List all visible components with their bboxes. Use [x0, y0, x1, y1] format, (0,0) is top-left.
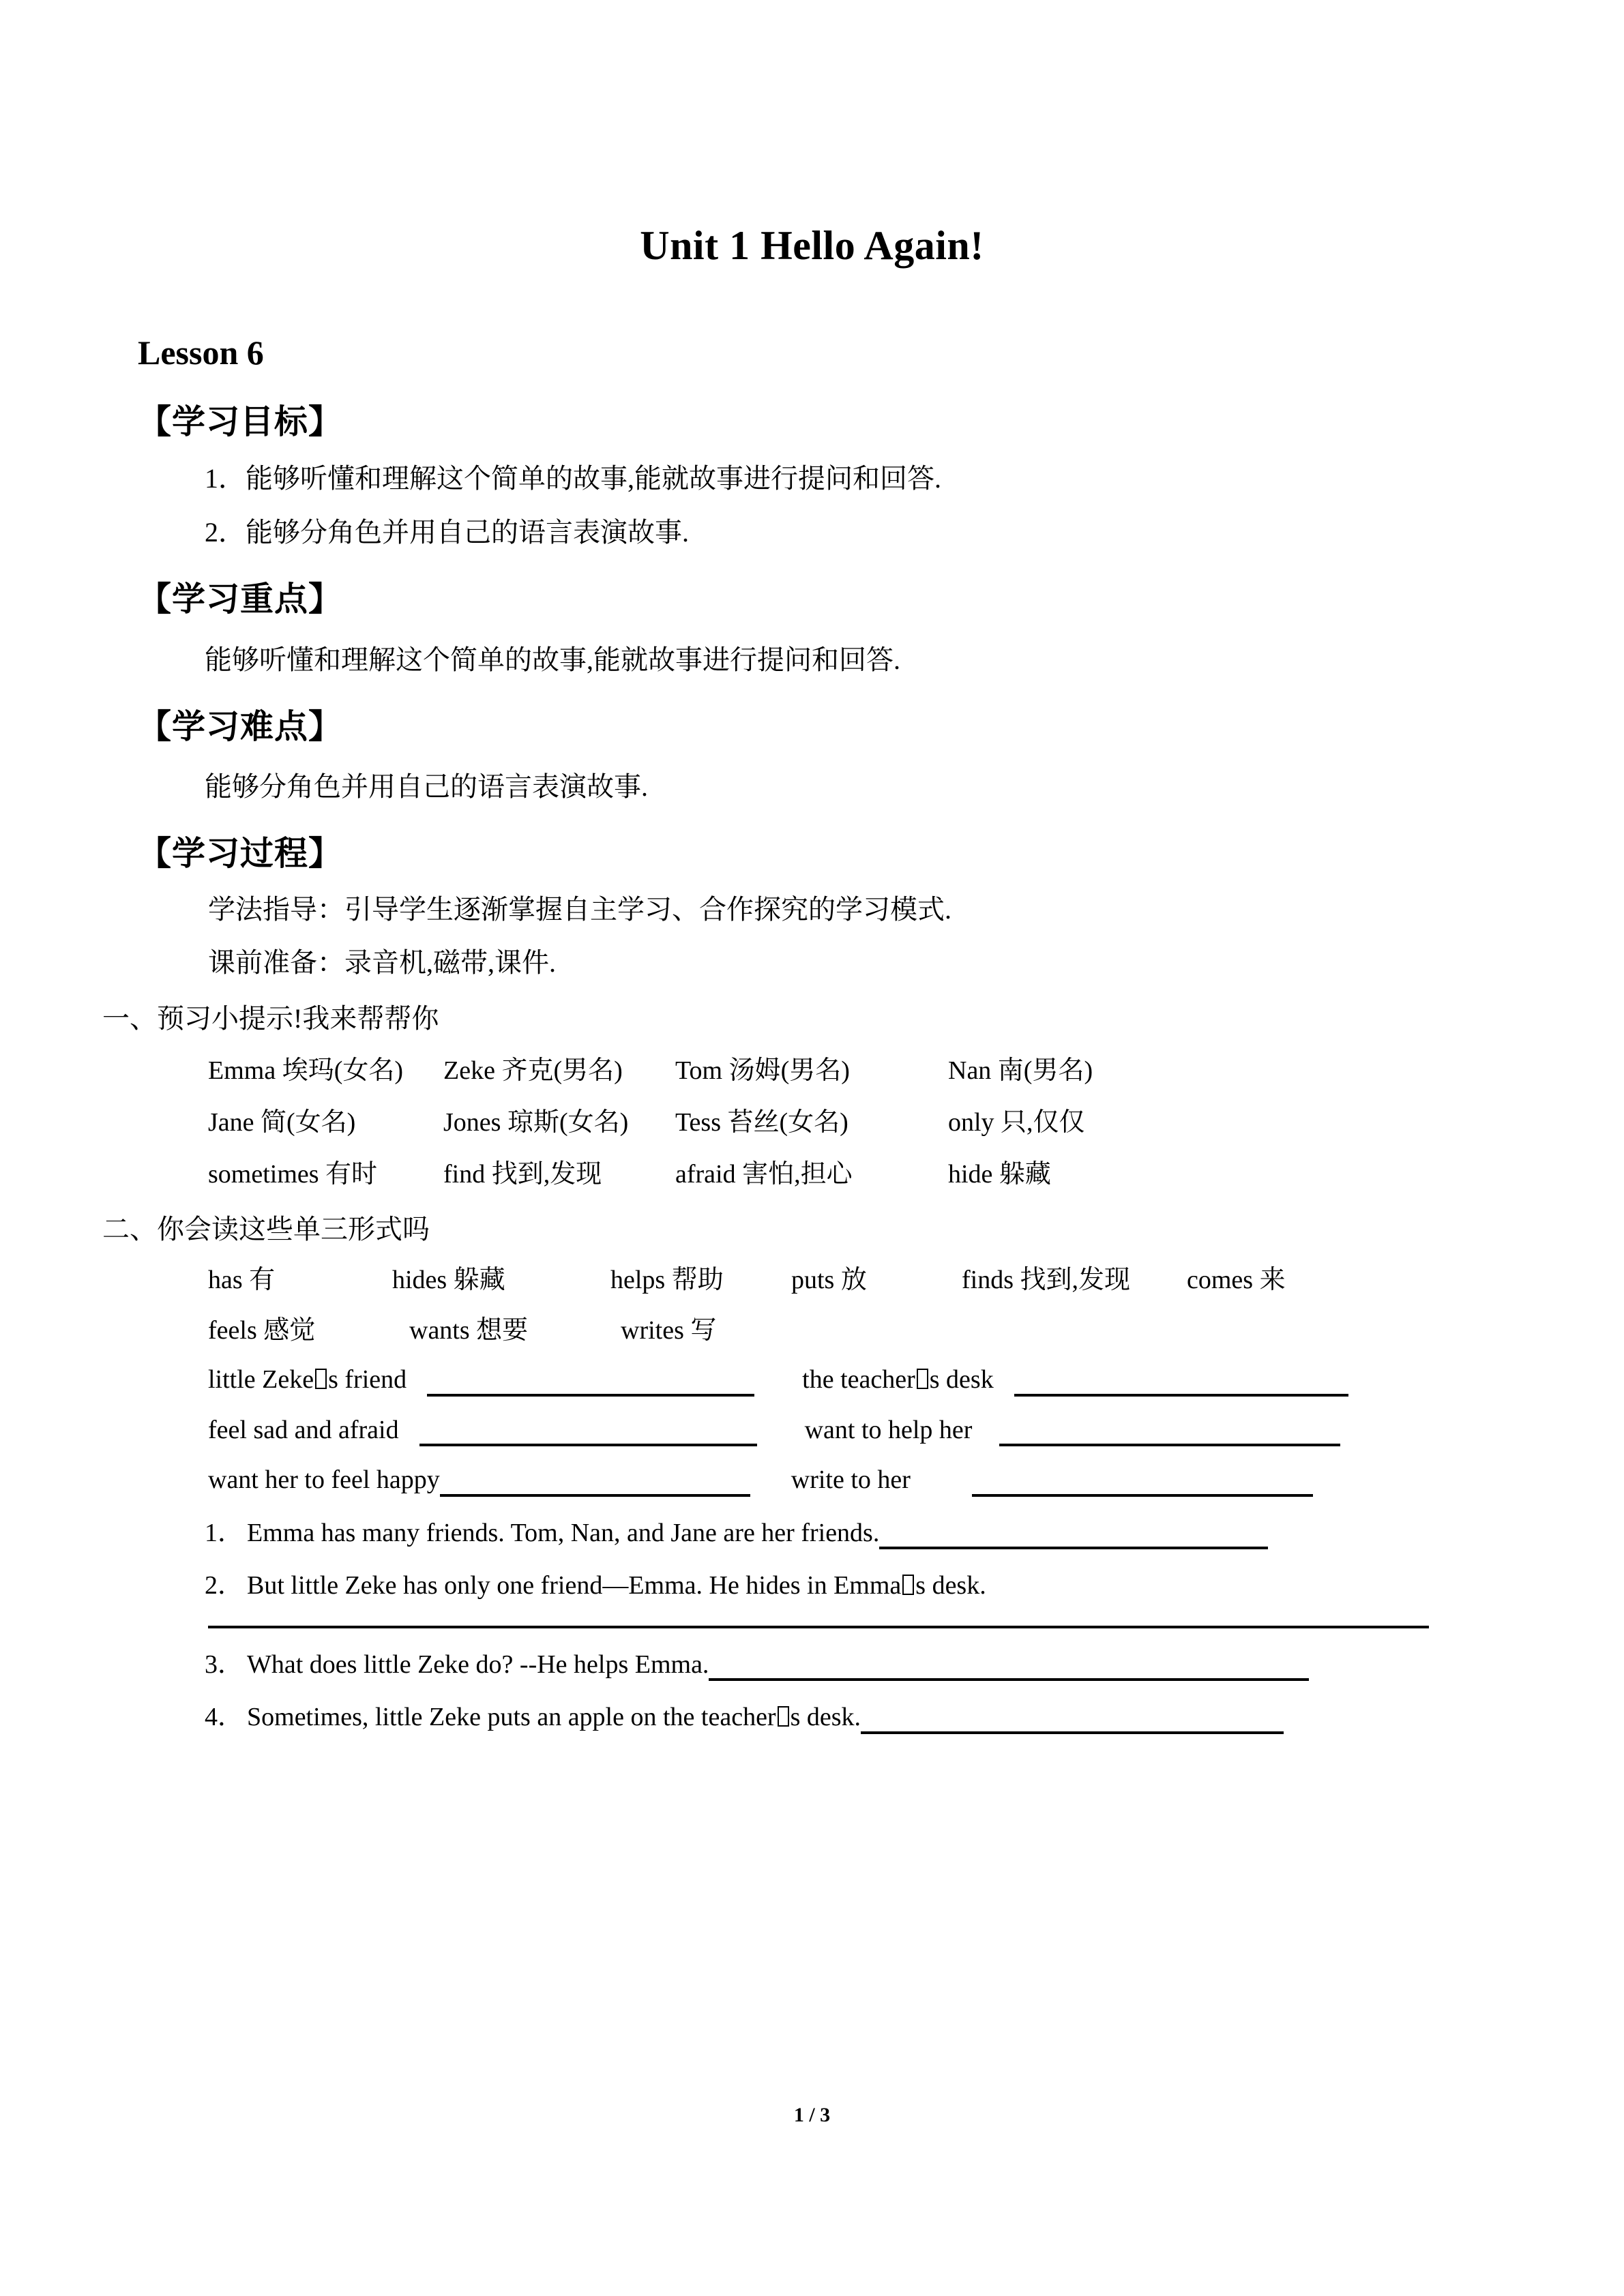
vocab-item: only 只,仅仅: [948, 1107, 1085, 1137]
answer-blank[interactable]: [972, 1471, 1313, 1497]
objectives-list: [0, 441, 1624, 549]
verb-item: writes 写: [621, 1315, 717, 1345]
objective-number: 1．: [205, 463, 246, 494]
vocab-item: Tess 苔丝(女名): [675, 1107, 848, 1137]
verb-item: finds 找到,发现: [962, 1266, 1131, 1295]
sentence-row: [0, 1497, 1624, 1550]
verb-item: puts 放: [791, 1266, 867, 1295]
key-points-text: 能够听懂和理解这个简单的故事,能就故事进行提问和回答.: [205, 644, 900, 675]
sentence-number: 3．: [205, 1650, 244, 1679]
answer-blank[interactable]: [427, 1371, 754, 1397]
answer-blank[interactable]: [879, 1523, 1268, 1549]
page-footer: 1 / 3: [793, 2104, 831, 2126]
vocab-item: Jones 琼斯(女名): [443, 1107, 629, 1137]
verb-item: helps 帮助: [610, 1266, 724, 1295]
lesson-heading: Lesson 6: [138, 333, 264, 372]
sentence-row: [0, 1549, 1624, 1602]
missing-glyph-icon: [778, 1706, 789, 1727]
answer-blank[interactable]: [709, 1655, 1309, 1681]
heading-difficulties: 【学习难点】: [138, 707, 343, 745]
difficulties-text: 能够分角色并用自己的语言表演故事.: [205, 771, 648, 803]
answer-blank[interactable]: [861, 1708, 1284, 1734]
list-item: [0, 441, 1624, 495]
objective-number: 2．: [205, 517, 246, 548]
answer-blank[interactable]: [1014, 1371, 1348, 1397]
vocab-item: sometimes 有时: [208, 1159, 378, 1189]
answer-blank[interactable]: [419, 1420, 757, 1446]
verb-item: wants 想要: [409, 1315, 529, 1345]
page-title: Unit 1 Hello Again!: [640, 223, 984, 268]
vocab-row: [0, 1139, 1624, 1191]
sentence-text: But little Zeke has only one friend—Emma. He hides in Emma s desk.: [247, 1571, 986, 1600]
answer-blank[interactable]: [440, 1471, 750, 1497]
heading-objectives: 【学习目标】: [138, 403, 343, 441]
verb-item: comes 来: [1187, 1266, 1286, 1295]
phrase-label: write to her: [791, 1465, 911, 1495]
method-guidance-text: 学法指导：引导学生逐渐掌握自主学习、合作探究的学习模式.: [208, 894, 951, 925]
phrase-label: want to help her: [804, 1415, 973, 1444]
sentence-number: 2．: [205, 1571, 244, 1600]
phrase-label: the teacher s desk: [802, 1365, 994, 1395]
missing-glyph-icon: [315, 1369, 327, 1389]
sentence-number: 1．: [205, 1518, 244, 1547]
answer-blank[interactable]: [999, 1420, 1340, 1446]
heading-key-points: 【学习重点】: [138, 580, 343, 618]
vocab-row: [0, 1087, 1624, 1139]
objective-text: 能够分角色并用自己的语言表演故事.: [246, 517, 689, 548]
sentence-text: What does little Zeke do? --He helps Emma.: [247, 1650, 709, 1679]
vocab-item: hide 躲藏: [948, 1159, 1051, 1189]
list-item: [0, 495, 1624, 549]
sentence-number: 4．: [205, 1703, 244, 1732]
phrase-label: want her to feel happy: [208, 1465, 440, 1495]
sentence-text: Emma has many friends. Tom, Nan, and Jane are her friends.: [247, 1518, 880, 1547]
phrase-blank-row: [0, 1346, 1624, 1397]
vocab-item: Jane 简(女名): [208, 1107, 356, 1137]
missing-glyph-icon: [917, 1369, 928, 1389]
heading-part-one: 一、预习小提示!我来帮帮你: [102, 1003, 439, 1034]
phrase-label: little Zeke s friend: [208, 1365, 407, 1395]
verb-row: [0, 1296, 1624, 1347]
objective-text: 能够听懂和理解这个简单的故事,能就故事进行提问和回答.: [246, 463, 941, 494]
vocab-item: Emma 埃玛(女名): [208, 1056, 404, 1086]
verb-row: [0, 1246, 1624, 1296]
vocab-item: Nan 南(男名): [948, 1056, 1093, 1086]
sentence-text: Sometimes, little Zeke puts an apple on the teacher s desk.: [247, 1703, 861, 1732]
missing-glyph-icon: [902, 1575, 914, 1595]
vocab-item: Tom 汤姆(男名): [675, 1056, 850, 1086]
heading-part-two: 二、你会读这些单三形式吗: [102, 1214, 430, 1245]
phrase-label: feel sad and afraid: [208, 1415, 399, 1444]
vocab-item: find 找到,发现: [443, 1159, 602, 1189]
verb-item: hides 躲藏: [392, 1266, 505, 1295]
preparation-text: 课前准备：录音机,磁带,课件.: [208, 947, 556, 979]
verb-item: has 有: [208, 1266, 276, 1295]
vocab-item: afraid 害怕,担心: [675, 1159, 853, 1189]
sentence-row: [0, 1681, 1624, 1734]
phrase-blank-row: [0, 1446, 1624, 1497]
sentence-row: [0, 1628, 1624, 1682]
vocab-item: Zeke 齐克(男名): [443, 1056, 623, 1086]
heading-process: 【学习过程】: [138, 835, 343, 873]
verb-item: feels 感觉: [208, 1315, 316, 1345]
vocab-row: [0, 1035, 1624, 1087]
phrase-blank-row: [0, 1397, 1624, 1447]
